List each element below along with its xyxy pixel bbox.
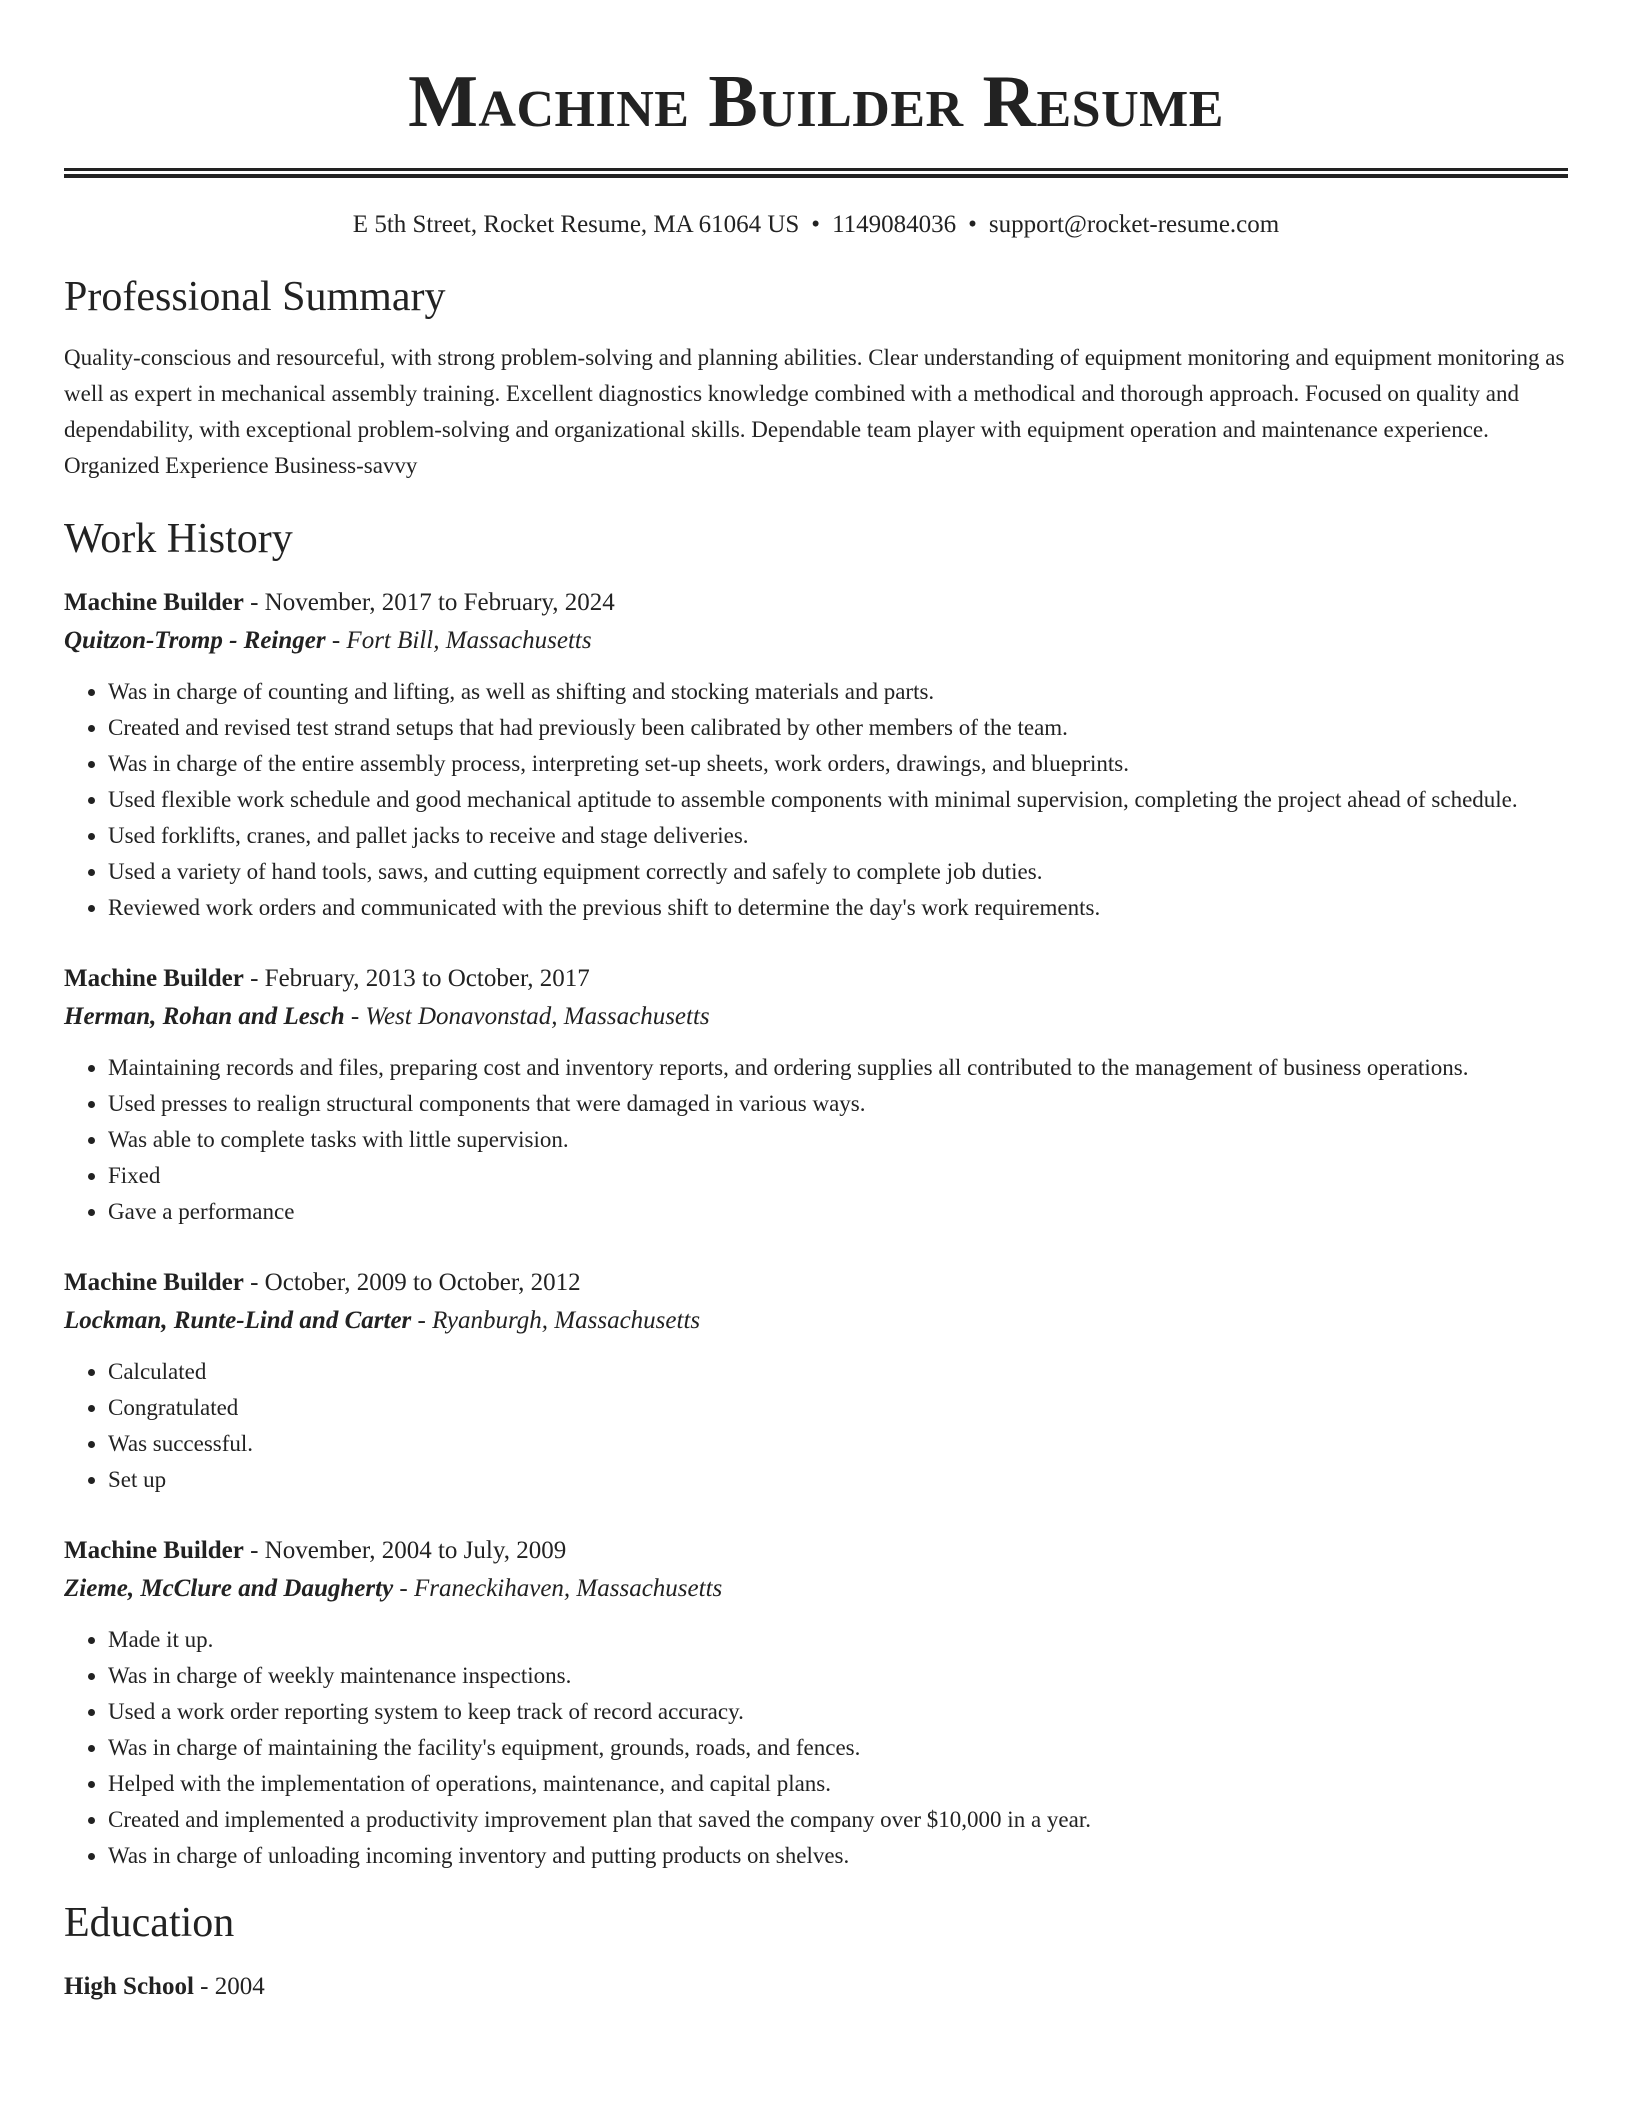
job-title: Machine Builder bbox=[64, 1537, 244, 1564]
job-location: - Franeckihaven, Massachusetts bbox=[399, 1575, 723, 1602]
job-dates: - October, 2009 to October, 2012 bbox=[250, 1269, 581, 1296]
job-bullet: • Gave a performance bbox=[108, 1194, 1568, 1230]
job-title: Machine Builder bbox=[64, 965, 244, 992]
job-bullets bbox=[64, 1622, 1568, 1874]
work-history-heading: Work History bbox=[64, 516, 293, 562]
job-dates: - November, 2017 to February, 2024 bbox=[250, 589, 615, 616]
education-degree: High School bbox=[64, 1973, 194, 2000]
education-entry bbox=[64, 1968, 1568, 2006]
job-bullet: • Created and revised test strand setups that had previously been calibrated by other members of the team. bbox=[108, 710, 1568, 746]
job-bullets bbox=[64, 1354, 1568, 1498]
job-bullet: • Was in charge of maintaining the facility's equipment, grounds, roads, and fences. bbox=[108, 1730, 1568, 1766]
job-bullet: • Set up bbox=[108, 1462, 1568, 1498]
job-company-line bbox=[64, 1570, 1568, 1608]
job-company-line bbox=[64, 622, 1568, 660]
contact-separator: • bbox=[811, 211, 821, 238]
job-bullets bbox=[64, 674, 1568, 926]
contact-phone: 1149084036 bbox=[832, 211, 957, 238]
job-location: - Ryanburgh, Massachusetts bbox=[417, 1307, 701, 1334]
job-bullet: • Calculated bbox=[108, 1354, 1568, 1390]
job-bullet: • Made it up. bbox=[108, 1622, 1568, 1658]
job-company: Zieme, McClure and Daugherty bbox=[64, 1575, 394, 1602]
job-bullet: • Was successful. bbox=[108, 1426, 1568, 1462]
job-bullet: • Was in charge of counting and lifting, as well as shifting and stocking materials and parts. bbox=[108, 674, 1568, 710]
job-bullet: • Used forklifts, cranes, and pallet jacks to receive and stage deliveries. bbox=[108, 818, 1568, 854]
job-entry bbox=[64, 1532, 1568, 1874]
job-title-line bbox=[64, 1532, 1568, 1570]
contact-line bbox=[64, 208, 1568, 242]
job-bullets bbox=[64, 1050, 1568, 1230]
job-bullet: • Was in charge of unloading incoming inventory and putting products on shelves. bbox=[108, 1838, 1568, 1874]
job-company: Herman, Rohan and Lesch bbox=[64, 1003, 345, 1030]
education-year: - 2004 bbox=[200, 1973, 265, 2000]
job-bullet: • Maintaining records and files, preparing cost and inventory reports, and ordering supplies all contributed to the management of business operations. bbox=[108, 1050, 1568, 1086]
contact-email: support@rocket-resume.com bbox=[988, 211, 1280, 238]
job-bullet: • Fixed bbox=[108, 1158, 1568, 1194]
summary-heading: Professional Summary bbox=[64, 274, 446, 320]
job-title: Machine Builder bbox=[64, 1269, 244, 1296]
job-company-line bbox=[64, 998, 1568, 1036]
job-bullet: • Was in charge of weekly maintenance inspections. bbox=[108, 1658, 1568, 1694]
job-bullet: • Created and implemented a productivity improvement plan that saved the company over $10,000 in a year. bbox=[108, 1802, 1568, 1838]
job-title: Machine Builder bbox=[64, 589, 244, 616]
job-title-line bbox=[64, 960, 1568, 998]
job-location: - West Donavonstad, Massachusetts bbox=[350, 1003, 710, 1030]
job-bullet: • Used presses to realign structural components that were damaged in various ways. bbox=[108, 1086, 1568, 1122]
education-heading: Education bbox=[64, 1900, 235, 1946]
job-entry bbox=[64, 1264, 1568, 1498]
summary-text: Quality-conscious and resourceful, with strong problem-solving and planning abilities. Clear understanding of equipment monitoring and equipment monitoring as well as expert in mechanical assembly training. Excellent diagnostics knowledge combined with a methodical and thorough approach. Focused on quality and dependability, with exceptional problem-solving and organizational skills. Dependable team player with equipment operation and maintenance experience. Organized Experience Business-savvy bbox=[64, 345, 1565, 478]
contact-separator: • bbox=[968, 211, 977, 238]
job-bullet: • Was in charge of the entire assembly process, interpreting set-up sheets, work orders, drawings, and blueprints. bbox=[108, 746, 1568, 782]
contact-address: E 5th Street, Rocket Resume, MA 61064 US bbox=[352, 211, 800, 238]
job-company: Quitzon-Tromp - Reinger bbox=[64, 627, 326, 654]
job-title-line bbox=[64, 584, 1568, 622]
job-company: Lockman, Runte-Lind and Carter bbox=[64, 1307, 412, 1334]
job-dates: - November, 2004 to July, 2009 bbox=[250, 1537, 567, 1564]
job-bullet: • Reviewed work orders and communicated with the previous shift to determine the day's work requirements. bbox=[108, 890, 1568, 926]
job-entry bbox=[64, 584, 1568, 926]
job-title-line bbox=[64, 1264, 1568, 1302]
job-bullet: • Used flexible work schedule and good mechanical aptitude to assemble components with minimal supervision, completing the project ahead of schedule. bbox=[108, 782, 1568, 818]
job-dates: - February, 2013 to October, 2017 bbox=[250, 965, 590, 992]
job-bullet: • Used a work order reporting system to keep track of record accuracy. bbox=[108, 1694, 1568, 1730]
job-bullet: • Helped with the implementation of operations, maintenance, and capital plans. bbox=[108, 1766, 1568, 1802]
job-bullet: • Congratulated bbox=[108, 1390, 1568, 1426]
title-divider bbox=[64, 168, 1568, 178]
job-bullet: • Was able to complete tasks with little supervision. bbox=[108, 1122, 1568, 1158]
job-location: - Fort Bill, Massachusetts bbox=[331, 627, 592, 654]
job-bullet: • Used a variety of hand tools, saws, and cutting equipment correctly and safely to complete job duties. bbox=[108, 854, 1568, 890]
job-company-line bbox=[64, 1302, 1568, 1340]
resume-title: Machine Builder Resume bbox=[408, 61, 1224, 143]
job-entry bbox=[64, 960, 1568, 1230]
